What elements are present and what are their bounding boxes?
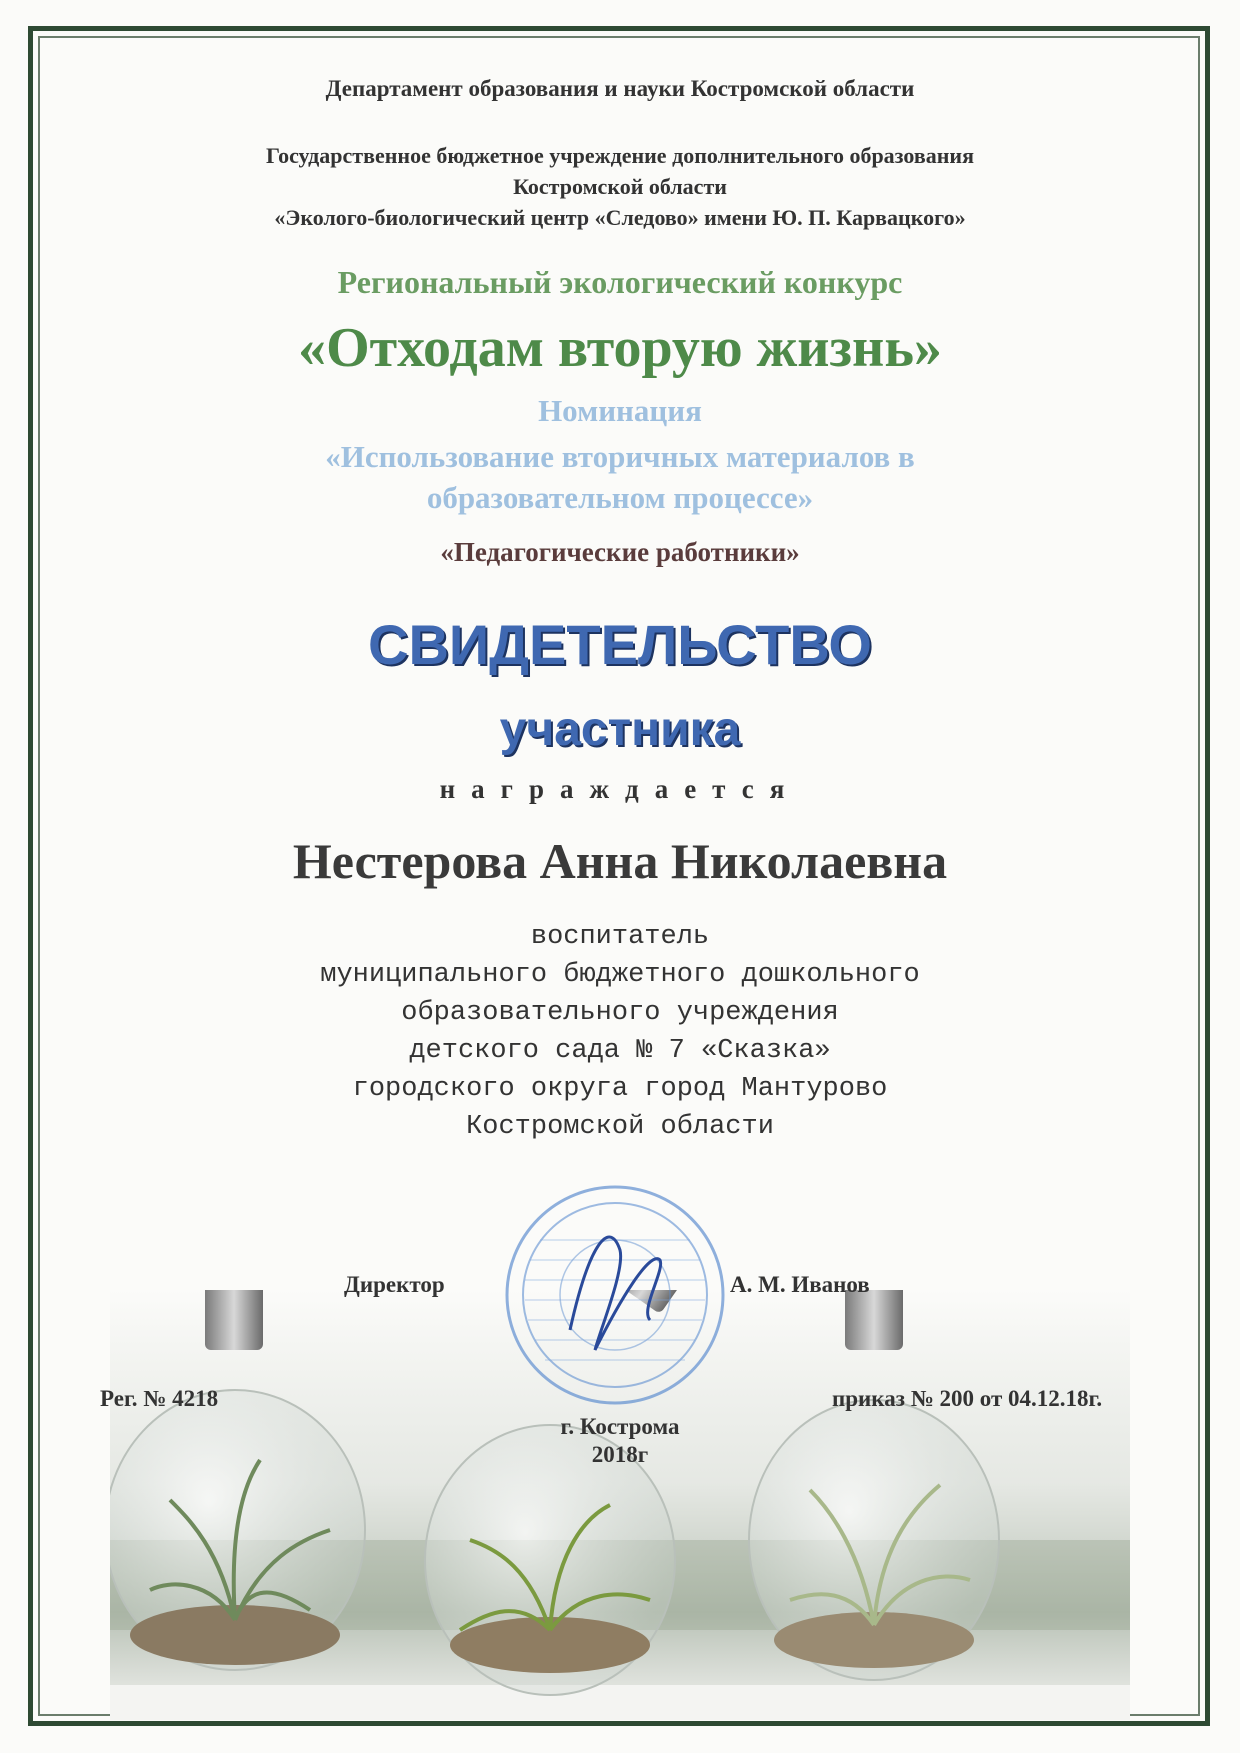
registration-number: Рег. № 4218 <box>100 1386 219 1411</box>
position-line-6: Костромской области <box>466 1112 774 1142</box>
contest-name: «Отходам вторую жизнь» <box>298 317 942 379</box>
position-line-5: городского округа город Мантурово <box>352 1074 888 1104</box>
position-line-3: образовательного учреждения <box>401 998 839 1028</box>
director-signature <box>570 1237 661 1350</box>
nomination-title <box>0 436 1240 518</box>
awarded-label: награждается <box>439 774 801 804</box>
position-line-2: муниципального бюджетного дошкольного <box>320 960 920 990</box>
position-line-4: детского сада № 7 «Сказка» <box>409 1036 831 1066</box>
contest-type: Региональный экологический конкурс <box>337 264 903 300</box>
official-stamp <box>500 1180 730 1410</box>
institution-line-1: Государственное бюджетное учреждение дополнительного образования <box>266 143 974 168</box>
institution-name <box>0 140 1240 233</box>
recipient-name: Нестерова Анна Николаевна <box>292 833 948 889</box>
nomination-line-2: образовательном процессе» <box>426 480 814 515</box>
signature-role: Директор <box>344 1272 445 1297</box>
position-line-1: воспитатель <box>530 922 710 952</box>
department-name: Департамент образования и науки Костромской области <box>325 76 915 101</box>
nomination-label: Номинация <box>538 393 702 428</box>
signature-name: А. М. Иванов <box>730 1272 870 1297</box>
certificate-title: СВИДЕТЕЛЬСТВО <box>368 613 872 676</box>
nomination-line-1: «Использование вторичных материалов в <box>325 439 915 474</box>
issue-city: г. Кострома <box>560 1414 680 1439</box>
participant-category: «Педагогические работники» <box>440 537 800 567</box>
order-number: приказ № 200 от 04.12.18г. <box>832 1386 1103 1411</box>
institution-line-2: Костромской области <box>513 174 727 199</box>
institution-line-3: «Эколого-биологический центр «Следово» имени Ю. П. Карвацкого» <box>274 205 966 230</box>
recipient-position <box>0 918 1240 1146</box>
certificate-subtitle: участника <box>499 703 741 756</box>
issue-year: 2018г <box>591 1442 649 1467</box>
